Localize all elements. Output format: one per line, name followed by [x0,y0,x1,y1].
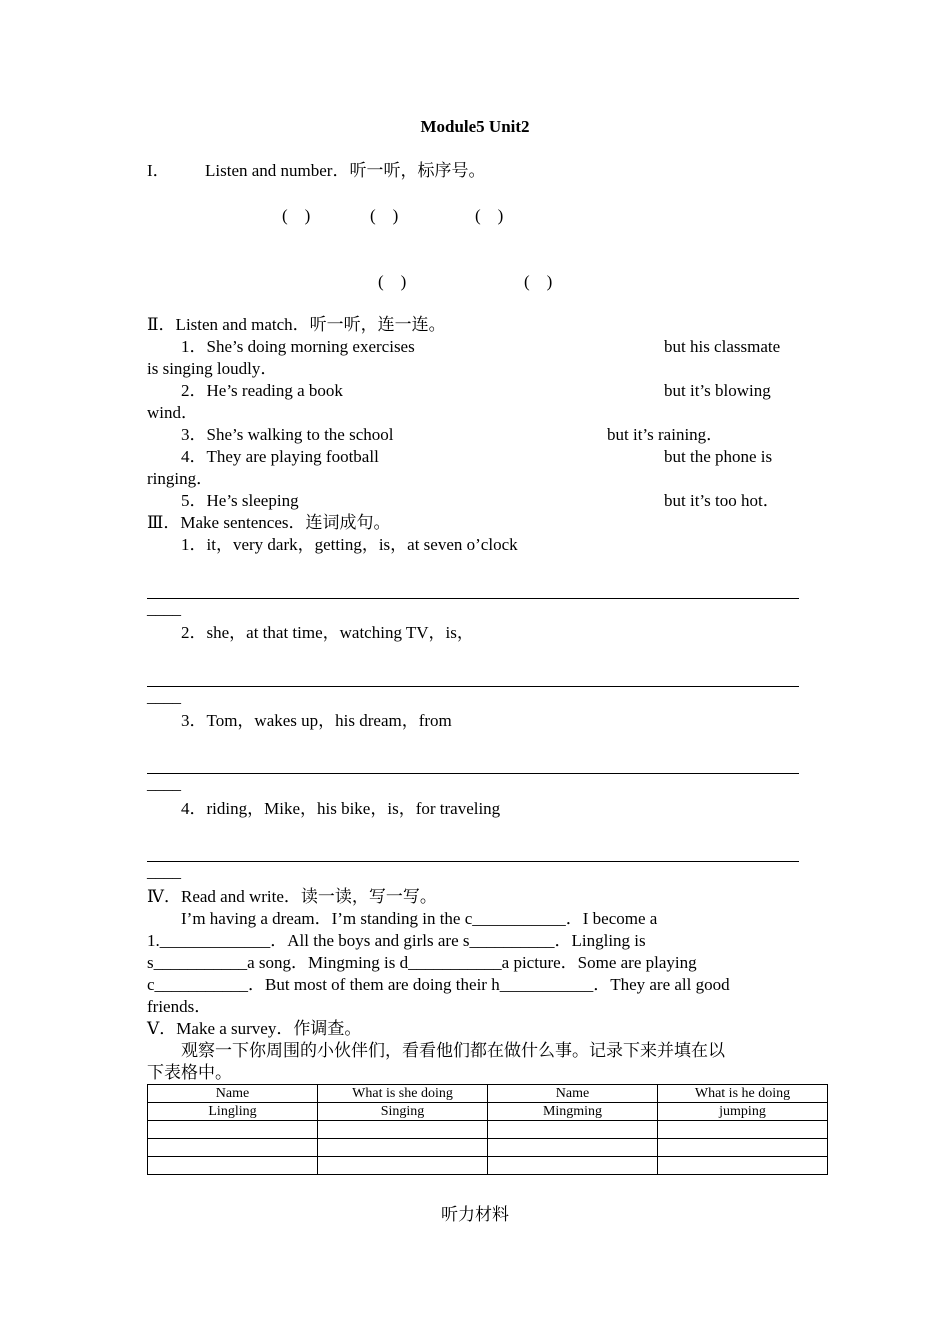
sentence-prompt: 1．it，very dark，getting，is，at seven o’clock [181,535,518,554]
match-right-continuation: ringing． [147,469,214,488]
column-header: What is he doing [658,1085,828,1103]
reading-passage-line: 1._____________．All the boys and girls are s__________．Lingling is [147,931,646,950]
sentence-prompt: 3．Tom，wakes up，his dream，from [181,711,452,730]
reading-passage-line: c___________．But most of them are doing their h___________．They are all good [147,975,730,994]
table-cell[interactable] [488,1157,658,1175]
section-3-heading: Ⅲ．Make sentences．连词成句。 [147,513,391,532]
section-5-heading: Ⅴ．Make a survey．作调查。 [147,1019,362,1038]
match-left-item: 2．He’s reading a book [181,381,343,400]
table-cell[interactable] [658,1139,828,1157]
section-1-number: I． [147,161,170,180]
match-right-item: but his classmate [664,337,781,356]
answer-blank: ( ) [524,272,553,291]
listening-material-heading: 听力材料 [441,1205,509,1224]
column-header: Name [148,1085,318,1103]
match-right-continuation: wind． [147,403,198,422]
match-left-item: 5．He’s sleeping [181,491,299,510]
column-header: Name [488,1085,658,1103]
match-left-item: 3．She’s walking to the school [181,425,394,444]
answer-blank: ( ) [475,206,504,225]
answer-line[interactable] [147,773,799,774]
table-cell[interactable] [658,1121,828,1139]
table-cell[interactable] [318,1139,488,1157]
table-cell: Mingming [488,1103,658,1121]
survey-table [147,1084,828,1175]
table-cell[interactable] [488,1121,658,1139]
table-header-row [148,1085,828,1103]
reading-passage-line: I’m having a dream．I’m standing in the c___________．I become a [181,909,658,928]
match-right-item: but it’s too hot． [664,491,780,510]
answer-line-tail: ____ [147,687,181,706]
match-right-item: but the phone is [664,447,773,466]
table-cell: Lingling [148,1103,318,1121]
match-left-item: 4．They are playing football [181,447,379,466]
survey-instruction: 观察一下你周围的小伙伴们，看看他们都在做什么事。记录下来并填在以 [181,1041,725,1060]
answer-line-tail: ____ [147,862,181,881]
answer-line-tail: ____ [147,599,181,618]
survey-instruction: 下表格中。 [147,1063,232,1082]
table-cell[interactable] [148,1121,318,1139]
table-row [148,1121,828,1139]
table-cell[interactable] [318,1157,488,1175]
section-4-heading: Ⅳ．Read and write．读一读，写一写。 [147,887,437,906]
answer-blank: ( ) [378,272,407,291]
match-right-item: but it’s raining． [607,425,724,444]
table-cell[interactable] [148,1139,318,1157]
table-cell[interactable] [318,1121,488,1139]
answer-line[interactable] [147,686,799,687]
section-2-heading: Ⅱ．Listen and match．听一听，连一连。 [147,315,446,334]
table-cell: jumping [658,1103,828,1121]
reading-passage-line: s___________a song．Mingming is d___________a picture．Some are playing [147,953,697,972]
match-left-item: 1．She’s doing morning exercises [181,337,415,356]
page-title: Module5 Unit2 [420,117,530,136]
reading-passage-line: friends． [147,997,212,1016]
table-cell[interactable] [148,1157,318,1175]
column-header: What is she doing [318,1085,488,1103]
table-cell: Singing [318,1103,488,1121]
answer-line[interactable] [147,861,799,862]
match-right-continuation: is singing loudly． [147,359,278,378]
sentence-prompt: 2．she，at that time，watching TV，is， [181,623,474,642]
answer-blank: ( ) [370,206,399,225]
table-cell[interactable] [658,1157,828,1175]
answer-line-tail: ____ [147,774,181,793]
match-right-item: but it’s blowing [664,381,771,400]
table-row [148,1139,828,1157]
section-1-heading: Listen and number．听一听，标序号。 [205,161,486,180]
answer-line[interactable] [147,598,799,599]
table-row [148,1103,828,1121]
sentence-prompt: 4．riding，Mike，his bike，is，for traveling [181,799,501,818]
table-cell[interactable] [488,1139,658,1157]
answer-blank: ( ) [282,206,311,225]
table-row [148,1157,828,1175]
